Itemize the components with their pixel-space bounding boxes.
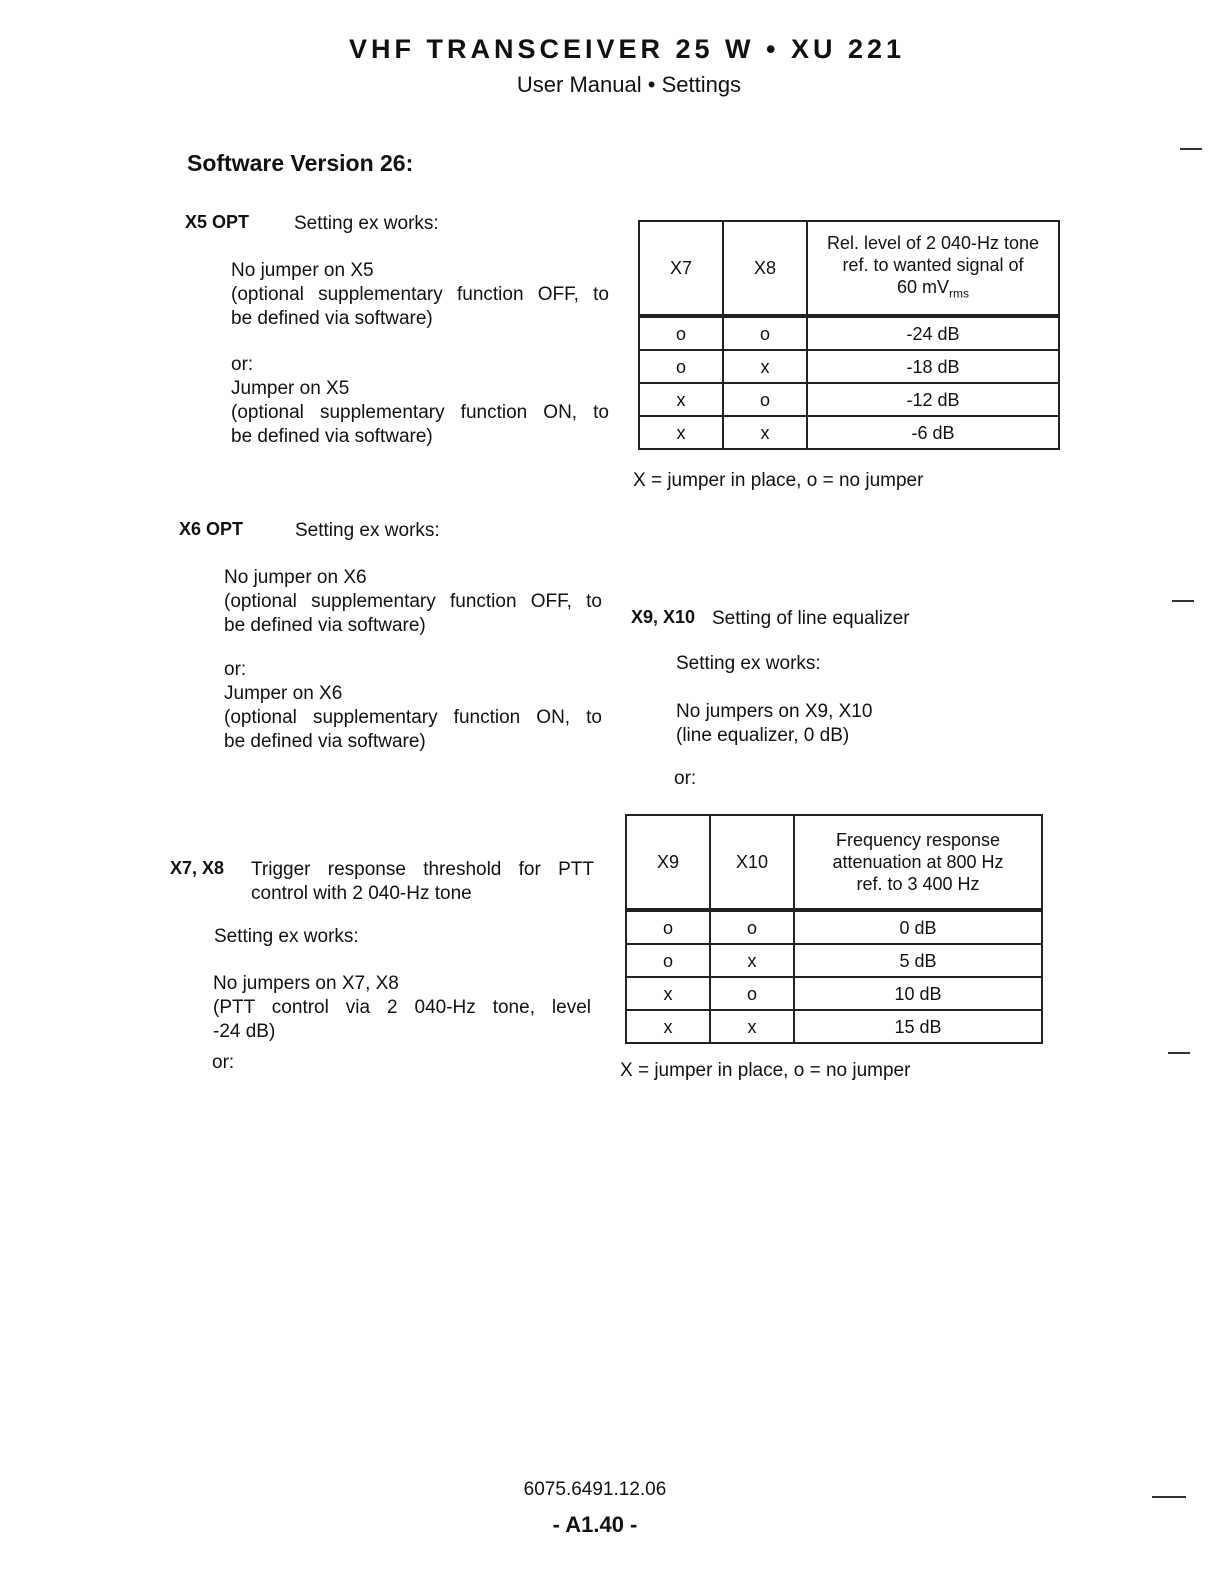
x9-x10-desc: Setting of line equalizer xyxy=(712,608,910,629)
document-subtitle: User Manual • Settings xyxy=(516,72,742,97)
table-cell: o xyxy=(723,316,807,350)
x5-line3: be defined via software) xyxy=(231,308,433,329)
table-row xyxy=(639,416,1059,449)
table-cell: o xyxy=(626,944,710,977)
table-cell: o xyxy=(710,910,794,944)
x9-x10-text xyxy=(676,700,872,748)
table-cell: x xyxy=(710,1010,794,1043)
x7-x8-desc xyxy=(251,858,594,906)
table-cell: 0 dB xyxy=(794,910,1042,944)
table-cell: 10 dB xyxy=(794,977,1042,1010)
table-header-cell: X8 xyxy=(723,221,807,316)
x6-line5: (optional supplementary function ON, to xyxy=(224,707,602,728)
margin-mark xyxy=(1172,600,1194,602)
table2-legend: X = jumper in place, o = no jumper xyxy=(620,1060,911,1081)
header-subscript: rms xyxy=(949,286,970,301)
margin-mark xyxy=(1180,148,1202,150)
x9-x10-table xyxy=(625,814,1043,1044)
table-row xyxy=(626,910,1042,944)
table-cell: 5 dB xyxy=(794,944,1042,977)
table-row xyxy=(639,316,1059,350)
x5-label: X5 OPT xyxy=(185,212,250,232)
table-row xyxy=(626,977,1042,1010)
table-header-cell xyxy=(807,221,1059,316)
x7-x8-line1: No jumpers on X7, X8 xyxy=(213,973,399,994)
x7-x8-table xyxy=(638,220,1060,450)
x7-x8-desc2: control with 2 040-Hz tone xyxy=(251,883,472,904)
table-header-cell: X7 xyxy=(639,221,723,316)
table-cell: x xyxy=(723,416,807,449)
x5-line1: No jumper on X5 xyxy=(231,260,374,281)
document-title: VHF TRANSCEIVER 25 W • XU 221 xyxy=(348,34,906,64)
x5-text xyxy=(231,259,609,449)
table-cell: -12 dB xyxy=(807,383,1059,416)
x7-x8-or: or: xyxy=(212,1052,235,1073)
table-row xyxy=(626,944,1042,977)
x6-or: or: xyxy=(224,659,247,680)
table-row xyxy=(639,383,1059,416)
x9-x10-line2: (line equalizer, 0 dB) xyxy=(676,725,850,746)
x7-x8-label: X7, X8 xyxy=(170,858,225,878)
table1-legend: X = jumper in place, o = no jumper xyxy=(633,470,924,491)
x7-x8-desc1: Trigger response threshold for PTT xyxy=(251,859,594,880)
table-cell: x xyxy=(626,977,710,1010)
x5-line5: (optional supplementary function ON, to xyxy=(231,402,609,423)
margin-mark xyxy=(1168,1052,1190,1054)
table-cell: o xyxy=(723,383,807,416)
x7-x8-line2: (PTT control via 2 040-Hz tone, level xyxy=(213,997,591,1018)
x7-x8-line3: -24 dB) xyxy=(213,1021,276,1042)
table-header-cell: X10 xyxy=(710,815,794,910)
header-line-value: 60 mV xyxy=(896,276,950,297)
header-line: ref. to 3 400 Hz xyxy=(856,874,980,894)
table-cell: x xyxy=(723,350,807,383)
x6-line4: Jumper on X6 xyxy=(224,683,343,704)
table-cell: o xyxy=(639,316,723,350)
x9-x10-line1: No jumpers on X9, X10 xyxy=(676,701,873,722)
table-cell: x xyxy=(710,944,794,977)
x6-setting: Setting ex works: xyxy=(295,520,440,541)
table-header-row xyxy=(626,815,1042,910)
x9-x10-or: or: xyxy=(674,768,697,789)
x7-x8-text xyxy=(213,972,591,1044)
header-line xyxy=(812,276,1054,305)
x6-line3: be defined via software) xyxy=(224,615,426,636)
table-header-cell: X9 xyxy=(626,815,710,910)
table-cell: -24 dB xyxy=(807,316,1059,350)
x5-setting: Setting ex works: xyxy=(294,213,439,234)
table-header-row xyxy=(639,221,1059,316)
x5-or: or: xyxy=(231,354,254,375)
header-line: attenuation at 800 Hz xyxy=(832,852,1004,872)
table-cell: 15 dB xyxy=(794,1010,1042,1043)
x5-line4: Jumper on X5 xyxy=(231,378,350,399)
x9-x10-label: X9, X10 xyxy=(631,607,696,627)
table-cell: x xyxy=(639,416,723,449)
table-row xyxy=(626,1010,1042,1043)
header-line: Rel. level of 2 040-Hz tone xyxy=(826,232,1040,253)
document-number: 6075.6491.12.06 xyxy=(523,1479,667,1500)
header-line: ref. to wanted signal of xyxy=(842,254,1024,275)
section-title: Software Version 26: xyxy=(187,150,414,176)
table-cell: o xyxy=(639,350,723,383)
x6-line6: be defined via software) xyxy=(224,731,426,752)
table-header-cell xyxy=(794,815,1042,910)
x9-x10-setting: Setting ex works: xyxy=(676,653,821,674)
table-cell: x xyxy=(639,383,723,416)
table-cell: x xyxy=(626,1010,710,1043)
table-row xyxy=(639,350,1059,383)
header-line: Frequency response xyxy=(835,830,1001,850)
x5-line2: (optional supplementary function OFF, to xyxy=(231,284,609,305)
table-cell: o xyxy=(710,977,794,1010)
page-number: - A1.40 - xyxy=(552,1512,638,1537)
table-cell: -18 dB xyxy=(807,350,1059,383)
x6-line1: No jumper on X6 xyxy=(224,567,367,588)
x6-text xyxy=(224,566,602,754)
x7-x8-setting: Setting ex works: xyxy=(214,926,359,947)
x5-line6: be defined via software) xyxy=(231,426,433,447)
table-cell: o xyxy=(626,910,710,944)
x6-line2: (optional supplementary function OFF, to xyxy=(224,591,602,612)
x6-label: X6 OPT xyxy=(179,519,244,539)
table-cell: -6 dB xyxy=(807,416,1059,449)
